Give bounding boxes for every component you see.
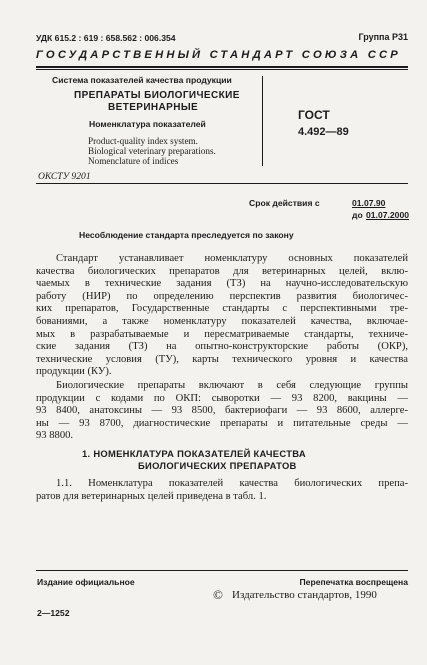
standard-subtitle: Номенклатура показателей [89, 119, 206, 129]
system-title: Система показателей качества продукции [52, 75, 232, 85]
page-code: 2—1252 [37, 608, 70, 618]
paragraph-line: бованиями, а также номенклатуру показателей качества, включае- [36, 315, 408, 327]
footer-rule [36, 570, 408, 571]
paragraph-line: ких препаратов, Государственные стандарты с перспективными тре- [36, 303, 408, 315]
paragraph-line: продукции с кодами по ОКП: сыворотки — 93 8200, вакцины — [36, 392, 408, 404]
reprint-notice: Перепечатка воспрещена [299, 577, 408, 587]
english-title-line: Biological veterinary preparations. [88, 146, 216, 156]
copyright-symbol: © [213, 587, 223, 602]
validity-to-label: до [352, 210, 363, 220]
english-title-line: Nomenclature of indices [88, 156, 179, 166]
paragraph-line: ские задания (ТЗ) на опытно-конструкторские работы (ОКР), [36, 341, 408, 353]
english-title-line: Product-quality index system. [88, 136, 198, 146]
okstu-code: ОКСТУ 9201 [38, 171, 91, 182]
title-divider [262, 76, 263, 166]
paragraph-line: 93 8800. [36, 430, 74, 442]
header-rule-thin [36, 69, 408, 70]
validity-from: 01.07.90 [352, 198, 386, 208]
paragraph-line: качества биологических препаратов для ветеринарных целей, вклю- [36, 265, 408, 277]
validity-label: Срок действия с [249, 198, 320, 208]
header-rule-thick [36, 66, 408, 68]
issuing-organization: ГОСУДАРСТВЕННЫЙ СТАНДАРТ СОЮЗА ССР [36, 49, 401, 61]
standard-name-line2: ВЕТЕРИНАРНЫЕ [108, 102, 199, 113]
paragraph-line: 1.1. Номенклатура показателей качества биологических препа- [56, 478, 408, 489]
paragraph-line: мых в разрабатываемые и пересматриваемые стандарты, техниче- [36, 328, 408, 340]
group-code: Группа Р31 [358, 32, 408, 42]
title-bottom-rule [36, 183, 408, 184]
paragraph-line: работу (НИР) по определению перспектив развития биологичес- [36, 290, 408, 302]
gost-label: ГОСТ [298, 108, 330, 122]
product-groups-paragraph [36, 380, 408, 443]
paragraph-line: Стандарт устанавливает номенклатуру основных показателей [56, 253, 408, 264]
paragraph-line: чаемых в технические задания (ТЗ) на научно-исследовательскую [36, 278, 408, 290]
gost-number: 4.492—89 [298, 126, 349, 138]
publisher: Издательство стандартов, 1990 [232, 589, 377, 601]
english-title [88, 136, 216, 166]
section-heading-line1: 1. НОМЕНКЛАТУРА ПОКАЗАТЕЛЕЙ КАЧЕСТВА [82, 448, 306, 459]
paragraph-line: технические условия (ТУ), карты технического уровня и качества [36, 353, 408, 365]
section-heading-line2: БИОЛОГИЧЕСКИХ ПРЕПАРАТОВ [138, 460, 297, 471]
law-notice: Несоблюдение стандарта преследуется по закону [79, 230, 294, 240]
paragraph-line: ратов для ветеринарных целей приведена в табл. 1. [36, 490, 267, 502]
section-1-1-paragraph [36, 478, 408, 503]
intro-paragraph [36, 253, 408, 379]
paragraph-line: Биологические препараты включают в себя следующие группы [56, 380, 408, 391]
validity-to: 01.07.2000 [366, 210, 410, 220]
standard-name-line1: ПРЕПАРАТЫ БИОЛОГИЧЕСКИЕ [74, 90, 240, 101]
udk-code: УДК 615.2 : 619 : 658.562 : 006.354 [36, 33, 176, 43]
official-edition: Издание официальное [37, 577, 135, 587]
paragraph-line: продукции (КУ). [36, 366, 112, 378]
paragraph-line: 93 8400, анатоксины — 93 8500, бактериофаги — 93 8600, аллерге- [36, 405, 408, 417]
paragraph-line: ны — 93 8700, диагностические препараты и питательные среды — [36, 417, 408, 429]
